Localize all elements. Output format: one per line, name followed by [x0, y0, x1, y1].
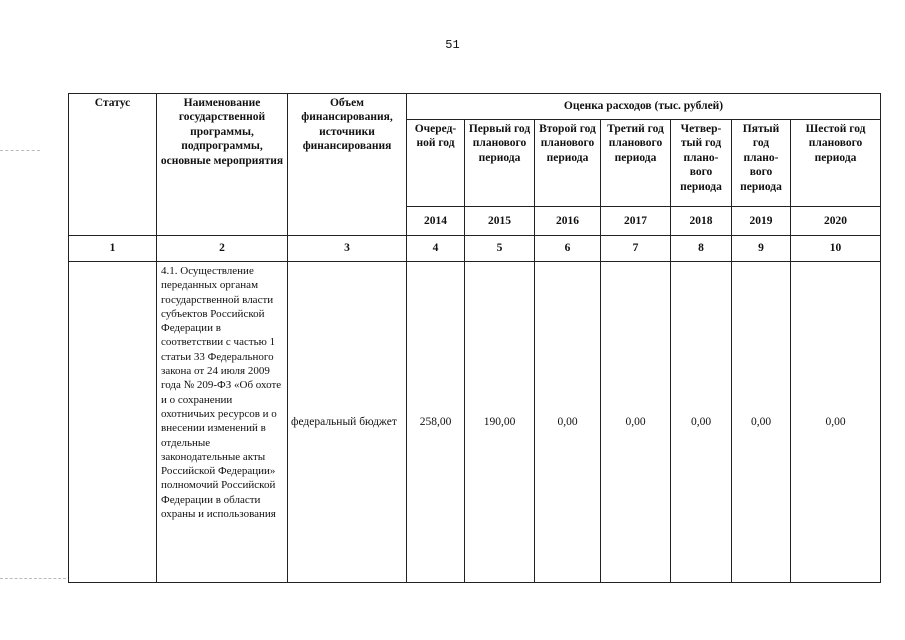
header-period-6: Пятый год плано-вого периода	[732, 120, 791, 207]
row-value-2014: 258,00	[407, 262, 465, 583]
header-program-name: Наименование государственной программы, подпрограммы, основные мероприятия	[157, 94, 288, 236]
column-number: 3	[288, 236, 407, 262]
header-period-3: Второй год планового периода	[535, 120, 601, 207]
header-period-4: Третий год планового периода	[601, 120, 671, 207]
row-funding-source: федеральный бюджет	[288, 262, 407, 583]
row-value-2018: 0,00	[671, 262, 732, 583]
column-number: 2	[157, 236, 288, 262]
expense-estimate-table	[68, 93, 881, 583]
page-number: 51	[445, 38, 460, 52]
column-number: 5	[465, 236, 535, 262]
row-status	[69, 262, 157, 583]
year-2019: 2019	[732, 207, 791, 236]
row-value-2016: 0,00	[535, 262, 601, 583]
row-value-2020: 0,00	[791, 262, 881, 583]
row-value-2019: 0,00	[732, 262, 791, 583]
header-status: Статус	[69, 94, 157, 236]
column-number: 7	[601, 236, 671, 262]
column-number: 6	[535, 236, 601, 262]
column-number: 10	[791, 236, 881, 262]
scan-edge-line	[0, 578, 66, 579]
column-number: 8	[671, 236, 732, 262]
year-2018: 2018	[671, 207, 732, 236]
scan-edge-line	[0, 150, 40, 151]
row-value-2015: 190,00	[465, 262, 535, 583]
header-estimate-group: Оценка расходов (тыс. рублей)	[407, 94, 881, 120]
header-period-1: Очеред-ной год	[407, 120, 465, 207]
table-row	[69, 262, 881, 583]
column-number: 1	[69, 236, 157, 262]
header-financing: Объем финансирования, источники финансирования	[288, 94, 407, 236]
header-period-2: Первый год планового периода	[465, 120, 535, 207]
column-number: 9	[732, 236, 791, 262]
header-period-5: Четвер-тый год плано-вого периода	[671, 120, 732, 207]
row-measure-name: 4.1. Осуществление переданных органам государственной власти субъектов Российской Федерации в соответствии с частью 1 статьи 33 Федерального закона от 24 июля 2009 года № 209-ФЗ «Об охоте и о сохранении охотничьих ресурсов и о внесении изменений в отдельные законодательные акты Российской Федерации» полномочий Российской Федерации в области охраны и использования	[157, 262, 288, 583]
year-2016: 2016	[535, 207, 601, 236]
year-2015: 2015	[465, 207, 535, 236]
header-period-7: Шестой год планового периода	[791, 120, 881, 207]
year-2014: 2014	[407, 207, 465, 236]
column-number: 4	[407, 236, 465, 262]
row-value-2017: 0,00	[601, 262, 671, 583]
year-2017: 2017	[601, 207, 671, 236]
year-2020: 2020	[791, 207, 881, 236]
